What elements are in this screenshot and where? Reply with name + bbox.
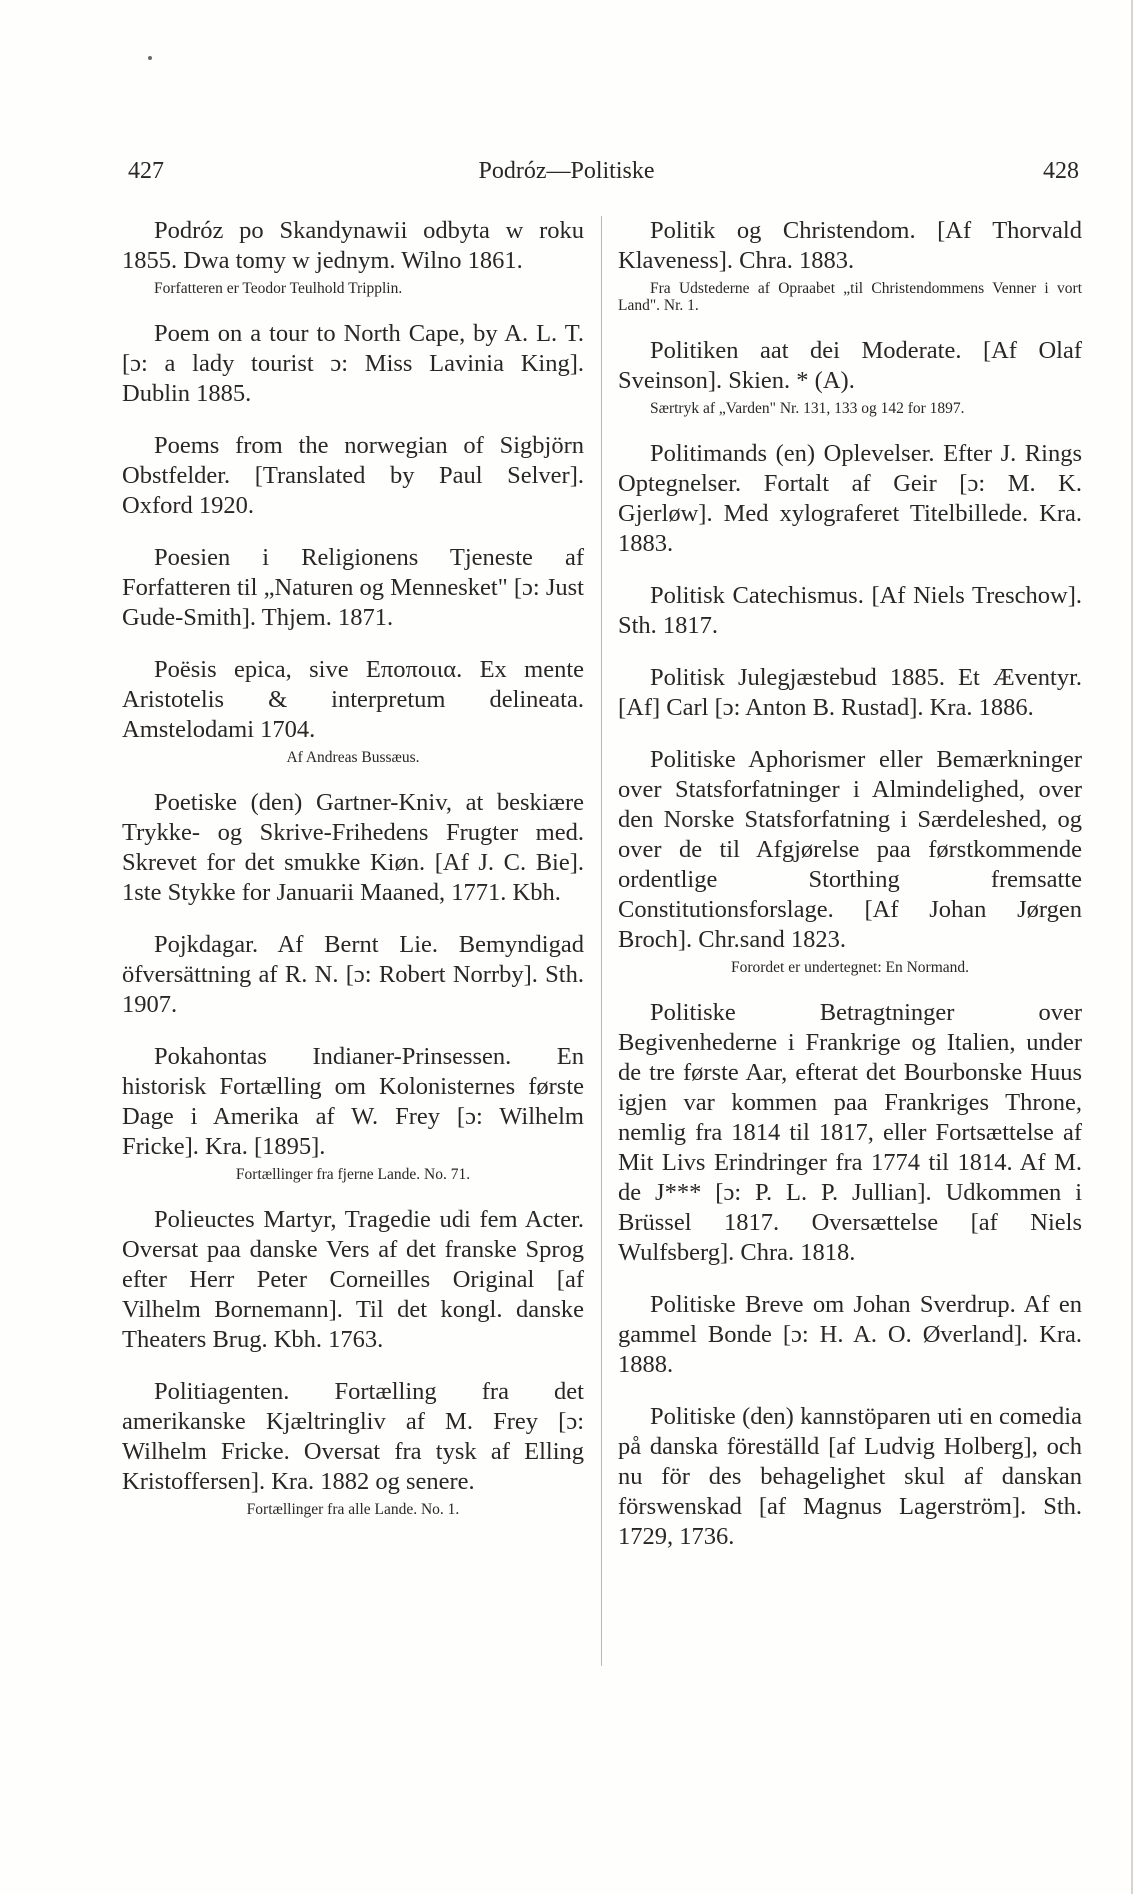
bibliography-entry — [618, 581, 1082, 641]
running-title: Podróz—Politiske — [478, 158, 655, 184]
entry-text: Politisk Julegjæstebud 1885. Et Æventyr. [Af] Carl [ɔ: Anton B. Rustad]. Kra. 1886. — [618, 664, 1082, 721]
bibliography-entry — [618, 216, 1082, 314]
entry-text: Poësis epica, sive Εποποιια. Ex mente Aristotelis & interpretum delineata. Amstelodami 1704. — [122, 656, 584, 743]
bibliography-entry — [122, 431, 584, 521]
bibliography-entry — [122, 930, 584, 1020]
entry-text: Pokahontas Indianer-Prinsessen. En historisk Fortælling om Kolonisternes første Dage i Amerika af W. Frey [ɔ: Wilhelm Fricke]. Kra. [1895]. — [122, 1043, 584, 1160]
entry-note: Fra Udstederne af Opraabet „til Christendommens Venner i vort Land". Nr. 1. — [618, 280, 1082, 314]
entry-note: Fortællinger fra alle Lande. No. 1. — [246, 1501, 460, 1518]
page-number-right: 428 — [1043, 158, 1079, 184]
entry-text: Politiske Aphorismer eller Bemærkninger over Statsforfatninger i Almindelighed, over den Norske Statsforfatning i Særdeleshed, og over de til Afgjørelse paa førstkommende ordentlige Storthing fremsatte Constitutionsforslage. [Af Johan Jørgen Broch]. Chr.sand 1823. — [618, 746, 1082, 953]
entry-note: Forfatteren er Teodor Teulhold Tripplin. — [154, 280, 403, 297]
entry-text: Politiagenten. Fortælling fra det amerikanske Kjæltringliv af M. Frey [ɔ: Wilhelm Fricke. Oversat fra tysk af Elling Kristoffersen]. Kra. 1882 og senere. — [122, 1378, 584, 1495]
bibliography-entry — [122, 655, 584, 766]
bibliography-entry — [618, 439, 1082, 559]
entry-text: Pojkdagar. Af Bernt Lie. Bemyndigad öfversättning af R. N. [ɔ: Robert Norrby]. Sth. 1907. — [122, 931, 584, 1018]
column-divider — [601, 216, 602, 1666]
bibliography-entry — [618, 745, 1082, 976]
entry-text: Politiken aat dei Moderate. [Af Olaf Sveinson]. Skien. * (A). — [618, 337, 1082, 394]
entry-text: Politiske Breve om Johan Sverdrup. Af en gammel Bonde [ɔ: H. A. O. Øverland]. Kra. 1888. — [618, 1291, 1082, 1378]
bibliography-entry — [122, 788, 584, 908]
bibliography-entry — [122, 1042, 584, 1183]
entry-text: Politimands (en) Oplevelser. Efter J. Rings Optegnelser. Fortalt af Geir [ɔ: M. K. Gjerløw]. Med xylograferet Titelbillede. Kra. 1883. — [618, 440, 1082, 557]
entry-text: Politiske (den) kannstöparen uti en comedia på danska föreställd [af Ludvig Holberg], och nu för des behagelighet skul af danskan förswenskad [af Magnus Lagerström]. Sth. 1729, 1736. — [618, 1403, 1082, 1550]
entry-text: Poems from the norwegian of Sigbjörn Obstfelder. [Translated by Paul Selver]. Oxford 1920. — [122, 432, 584, 519]
entry-text: Politik og Christendom. [Af Thorvald Klaveness]. Chra. 1883. — [618, 217, 1082, 274]
bibliography-entry — [618, 998, 1082, 1268]
bibliography-entry — [618, 1402, 1082, 1552]
entry-note: Af Andreas Bussæus. — [286, 749, 420, 766]
entry-text: Poem on a tour to North Cape, by A. L. T. [ɔ: a lady tourist ɔ: Miss Lavinia King]. Dublin 1885. — [122, 320, 584, 407]
right-column — [618, 216, 1082, 1574]
entry-note: Fortællinger fra fjerne Lande. No. 71. — [235, 1166, 471, 1183]
entry-text: Politisk Catechismus. [Af Niels Treschow]. Sth. 1817. — [618, 582, 1082, 639]
entry-text: Polieuctes Martyr, Tragedie udi fem Acter. Oversat paa danske Vers af det franske Sprog efter Herr Peter Corneilles Original [af Vilhelm Bornemann]. Til det kongl. danske Theaters Brug. Kbh. 1763. — [122, 1206, 584, 1353]
bibliography-entry — [618, 663, 1082, 723]
bibliography-entry — [122, 1377, 584, 1518]
print-speck — [148, 56, 152, 60]
bibliography-entry — [122, 319, 584, 409]
entry-text: Poetiske (den) Gartner-Kniv, at beskiære Trykke- og Skrive-Frihedens Frugter med. Skrevet for det smukke Kiøn. [Af J. C. Bie]. 1ste Stykke for Januarii Maaned, 1771. Kbh. — [122, 789, 584, 906]
left-column — [122, 216, 584, 1540]
bibliography-entry — [122, 216, 584, 297]
bibliography-entry — [618, 336, 1082, 417]
entry-text: Poesien i Religionens Tjeneste af Forfatteren til „Naturen og Mennesket" [ɔ: Just Gude-Smith]. Thjem. 1871. — [122, 544, 584, 631]
bibliography-entry — [122, 1205, 584, 1355]
page-number-left: 427 — [128, 158, 164, 184]
entry-text: Politiske Betragtninger over Begivenhederne i Frankrige og Italien, under de tre første Aar, efterat det Bourbonske Huus igjen var kommen paa Frankriges Throne, nemlig fra 1814 til 1817, eller Fortsættelse af Mit Livs Erindringer fra 1774 til 1814. Af M. de J*** [ɔ: P. L. P. Jullian]. Udkommen i Brüssel 1817. Oversættelse [af Niels Wulfsberg]. Chra. 1818. — [618, 999, 1082, 1266]
entry-note: Særtryk af „Varden" Nr. 131, 133 og 142 for 1897. — [650, 400, 965, 417]
entry-note: Forordet er undertegnet: En Normand. — [730, 959, 970, 976]
bibliography-entry — [122, 543, 584, 633]
bibliography-entry — [618, 1290, 1082, 1380]
running-header — [0, 158, 1133, 190]
entry-text: Podróz po Skandynawii odbyta w roku 1855. Dwa tomy w jednym. Wilno 1861. — [122, 217, 584, 274]
